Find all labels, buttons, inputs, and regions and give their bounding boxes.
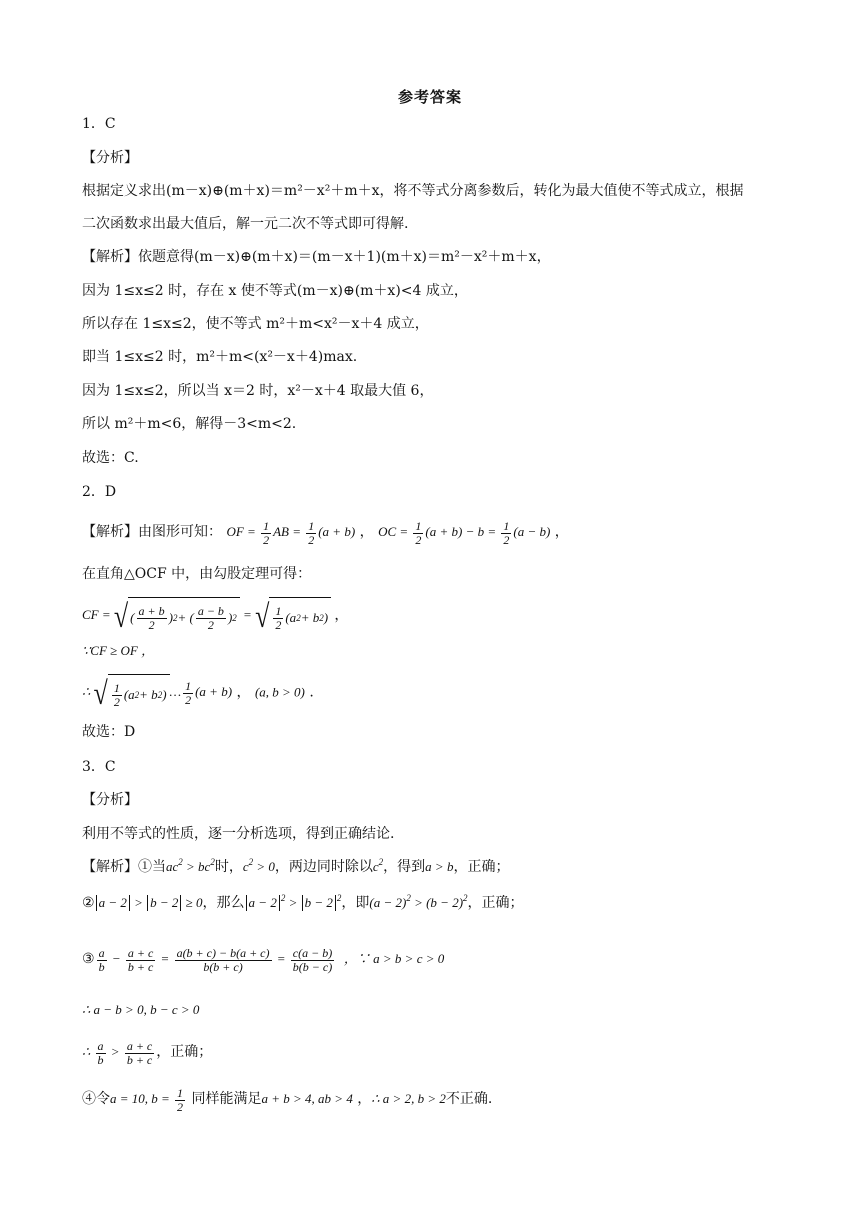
- q2-formula-of: OF = $\frac{1}{2}$ AB = $\frac{1}{2}$ (a + b): [226, 518, 356, 547]
- q3-item1-math3: $c^2$: [372, 857, 384, 874]
- q3-item1-math2: $c^2 > 0$: [242, 857, 275, 874]
- q3-item4-c: ，: [357, 1091, 372, 1107]
- q3-item3-a: ③: [82, 951, 95, 967]
- q3-item4-a: ④令: [82, 1091, 110, 1107]
- q3-item2-math3: $(a - 2)^2 > (b - 2)^2$: [369, 893, 468, 910]
- q3-item3-math: $\frac{a}{b}$ − $\frac{a + c}{b + c}$ = $\frac{a(b + c) - b(a + c)}{b(b + c)}$ = $\frac{c(a - b)}{b(b - c)}$: [98, 945, 333, 974]
- q2-heading: 2．D: [82, 484, 117, 500]
- q3-therefore2-math: ∴ $\frac{a}{b}$ > $\frac{a + c}{b + c}$: [82, 1038, 153, 1067]
- q3-therefore1-line: ∴ a − b > 0, b − c > 0: [82, 1002, 200, 1017]
- q3-solution-tag: 【解析】: [82, 859, 138, 875]
- q3-item1-b: 时，: [214, 859, 243, 875]
- q1-analysis-line1: 根据定义求出(m－x)⊕(m＋x)＝m²－x²＋m＋x，将不等式分离参数后，转化为最大值使不等式成立，根据: [82, 183, 744, 199]
- q2-sep3: ，: [334, 607, 349, 624]
- q1-solution-line2: 因为 1≤x≤2 时，存在 x 使不等式(m－x)⊕(m＋x)<4 成立，: [82, 283, 468, 299]
- q2-formula-cf: [82, 597, 790, 636]
- q3-item4-math2: a + b > 4, ab > 4: [261, 1091, 353, 1106]
- q2-cf-expression: CF = √ ( $\frac{a + b}{2}$ ) 2 + ( $\frac{a - b}{2}$ ) 2 = √ $\frac{1}{2}$ (a 2 + b 2 ): [82, 607, 334, 622]
- q3-item1-line: [82, 857, 790, 877]
- q1-analysis-tag: 【分析】: [82, 150, 138, 166]
- q2-because-line: ∵CF ≥ OF ，: [82, 643, 155, 658]
- q2-therefore-expression: ∴ √ $\frac{1}{2}$ (a 2 + b 2 ) … $\frac{1}{2}$ (a + b): [82, 674, 233, 711]
- q3-item2-a: ②: [82, 895, 95, 911]
- q3-item2-math1: a − 2 > b − 2 ≥ 0: [95, 895, 203, 910]
- q2-solution-line2: 在直角△OCF 中，由勾股定理可得：: [82, 566, 312, 582]
- q3-analysis-tag: 【分析】: [82, 792, 138, 808]
- q3-item2-math2: a − 2 $^2$ > b − 2 $^2$: [245, 895, 342, 910]
- q2-sep4: ，: [236, 684, 251, 701]
- q2-sep2: ，: [554, 524, 569, 540]
- q3-item4-b: 同样能满足: [191, 1091, 262, 1107]
- q2-therefore-line: [82, 674, 790, 713]
- q3-item2-c: ，即: [341, 895, 370, 911]
- q1-solution-tag: 【解析】: [82, 249, 138, 265]
- q3-item1-c: ，两边同时除以: [274, 859, 373, 875]
- q2-sep1: ，: [359, 524, 374, 540]
- q2-solution-tag: 【解析】: [82, 524, 138, 540]
- q2-condition: (a, b > 0): [254, 684, 305, 700]
- q1-solution-text: 依题意得(m－x)⊕(m＋x)＝(m－x＋1)(m＋x)＝m²－x²＋m＋x，: [138, 249, 551, 265]
- q3-item4-math3: ∴ a > 2, b > 2: [371, 1091, 446, 1106]
- q1-solution-line5: 因为 1≤x≤2，所以当 x＝2 时，x²－x＋4 取最大值 6，: [82, 383, 434, 399]
- q2-answer: 故选：D: [82, 724, 136, 740]
- q1-heading: 1．C: [82, 116, 116, 132]
- q3-item2-d: ，正确；: [467, 895, 524, 911]
- q3-item4-line: [82, 1081, 790, 1117]
- q3-item1-d: ，得到: [383, 859, 426, 875]
- q3-analysis-line1: 利用不等式的性质，逐一分析选项，得到正确结论.: [82, 826, 395, 842]
- q1-solution-line6: 所以 m²＋m<6，解得－3<m<2.: [82, 416, 297, 432]
- q2-solution-line1: [82, 516, 790, 548]
- q3-item1-e: ，正确；: [453, 859, 510, 875]
- q2-solution-text: 由图形可知：: [138, 524, 222, 540]
- q1-analysis-line2: 二次函数求出最大值后，解一元二次不等式即可得解.: [82, 216, 409, 232]
- q3-item4-d: 不正确.: [445, 1091, 493, 1107]
- q3-item2-line: [82, 893, 790, 913]
- q3-item1-math1: $ac^2 > bc^2$: [166, 857, 215, 874]
- q2-formula-oc: OC = $\frac{1}{2}$ (a + b) − b = $\frac{1}{2}$ (a − b): [378, 518, 551, 547]
- q1-answer: 故选：C.: [82, 450, 139, 466]
- q1-solution-line3: 所以存在 1≤x≤2，使不等式 m²＋m<x²－x＋4 成立，: [82, 316, 429, 332]
- q1-solution-line4: 即当 1≤x≤2 时，m²＋m<(x²－x＋4)max.: [82, 349, 358, 365]
- q3-therefore2-correct: ，正确；: [156, 1044, 213, 1060]
- q3-item1-a: ①当: [138, 859, 166, 875]
- q2-period: .: [309, 684, 314, 701]
- q3-item4-math1: a = 10, b = $\frac{1}{2}$: [110, 1085, 184, 1114]
- q3-therefore2-line: [82, 1034, 790, 1070]
- page-title: 参考答案: [397, 88, 462, 106]
- q3-item2-b: ，那么: [202, 895, 245, 911]
- q3-item3-line: [82, 939, 790, 979]
- q3-item3-because: ，∵ a > b > c > 0: [340, 951, 445, 966]
- q3-heading: 3．C: [82, 759, 116, 775]
- q1-solution-line1: [82, 247, 790, 267]
- q3-item1-math4: a > b: [425, 859, 454, 874]
